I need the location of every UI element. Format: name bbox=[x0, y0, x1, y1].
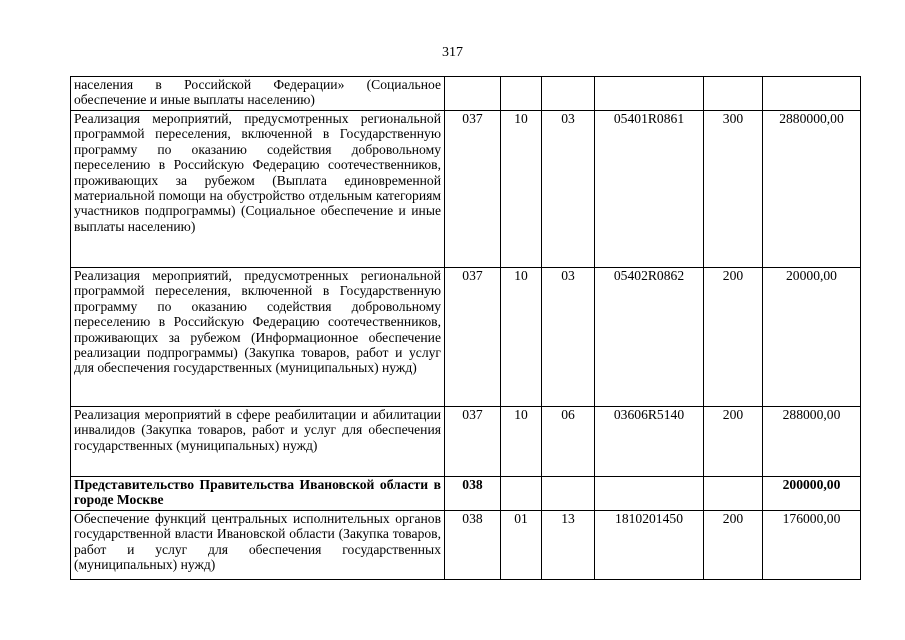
target-code: 1810201450 bbox=[595, 511, 704, 580]
section-code bbox=[501, 477, 542, 511]
table-row bbox=[71, 77, 861, 111]
expense-code bbox=[704, 77, 763, 111]
ministry-code: 038 bbox=[445, 477, 501, 511]
section-code: 10 bbox=[501, 111, 542, 268]
ministry-code: 037 bbox=[445, 407, 501, 477]
row-description: населения в Российской Федерации» (Социальное обеспечение и иные выплаты населению) bbox=[71, 77, 445, 111]
target-code bbox=[595, 77, 704, 111]
amount: 2880000,00 bbox=[763, 111, 861, 268]
section-code bbox=[501, 77, 542, 111]
expense-code: 300 bbox=[704, 111, 763, 268]
row-description: Реализация мероприятий, предусмотренных региональной программой переселения, включенной в Государственную программу по оказанию содействия добровольному переселению в Российскую Федерацию соотечественников, проживающих за рубежом (Выплата единовременной материальной помощи на обустройство отдельным категориям участников подпрограммы) (Социальное обеспечение и иные выплаты населению) bbox=[71, 111, 445, 268]
table-row bbox=[71, 511, 861, 580]
amount bbox=[763, 77, 861, 111]
row-description: Реализация мероприятий в сфере реабилитации и абилитации инвалидов (Закупка товаров, работ и услуг для обеспечения государственных (муниципальных) нужд) bbox=[71, 407, 445, 477]
target-code: 05401R0861 bbox=[595, 111, 704, 268]
subsection-code: 03 bbox=[542, 268, 595, 407]
ministry-code: 038 bbox=[445, 511, 501, 580]
target-code: 05402R0862 bbox=[595, 268, 704, 407]
section-code: 01 bbox=[501, 511, 542, 580]
table-row bbox=[71, 477, 861, 511]
row-description: Обеспечение функций центральных исполнительных органов государственной власти Ивановской области (Закупка товаров, работ и услуг для обеспечения государственных (муниципальных) нужд) bbox=[71, 511, 445, 580]
amount: 200000,00 bbox=[763, 477, 861, 511]
table-row bbox=[71, 111, 861, 268]
row-description: Представительство Правительства Ивановской области в городе Москве bbox=[71, 477, 445, 511]
section-code: 10 bbox=[501, 407, 542, 477]
amount: 288000,00 bbox=[763, 407, 861, 477]
expense-code: 200 bbox=[704, 268, 763, 407]
budget-table bbox=[70, 76, 861, 580]
ministry-code: 037 bbox=[445, 111, 501, 268]
row-description: Реализация мероприятий, предусмотренных региональной программой переселения, включенной в Государственную программу по оказанию содействия добровольному переселению в Российскую Федерацию соотечественников, проживающих за рубежом (Информационное обеспечение реализации подпрограммы) (Закупка товаров, работ и услуг для обеспечения государственных (муниципальных) нужд) bbox=[71, 268, 445, 407]
subsection-code: 13 bbox=[542, 511, 595, 580]
page-number: 317 bbox=[442, 45, 463, 60]
expense-code: 200 bbox=[704, 407, 763, 477]
amount: 20000,00 bbox=[763, 268, 861, 407]
target-code: 03606R5140 bbox=[595, 407, 704, 477]
subsection-code: 03 bbox=[542, 111, 595, 268]
expense-code bbox=[704, 477, 763, 511]
subsection-code bbox=[542, 477, 595, 511]
ministry-code: 037 bbox=[445, 268, 501, 407]
target-code bbox=[595, 477, 704, 511]
subsection-code bbox=[542, 77, 595, 111]
subsection-code: 06 bbox=[542, 407, 595, 477]
table-row bbox=[71, 268, 861, 407]
table-row bbox=[71, 407, 861, 477]
section-code: 10 bbox=[501, 268, 542, 407]
ministry-code bbox=[445, 77, 501, 111]
expense-code: 200 bbox=[704, 511, 763, 580]
amount: 176000,00 bbox=[763, 511, 861, 580]
